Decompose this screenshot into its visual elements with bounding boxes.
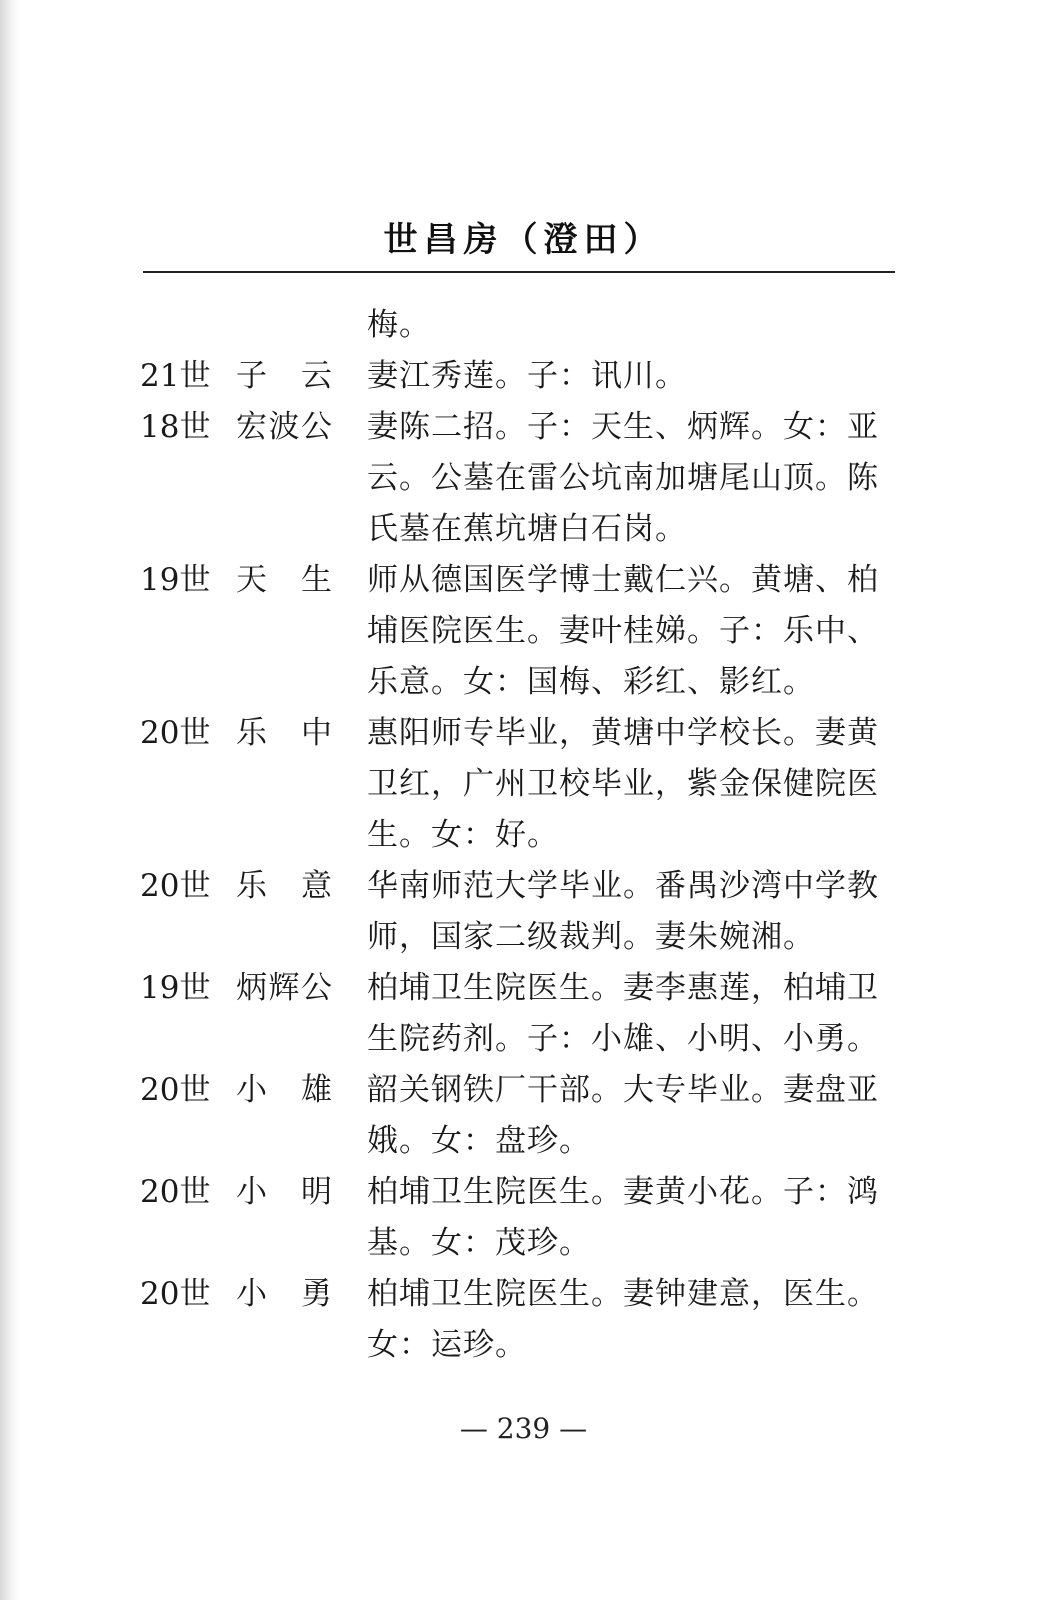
entry-line: 氏墓在蕉坑塘白石岗。 bbox=[367, 511, 687, 547]
generation-label: 20世 bbox=[140, 1174, 211, 1210]
entry-text bbox=[367, 402, 897, 555]
entry-text bbox=[367, 963, 897, 1065]
entry-text bbox=[367, 1167, 897, 1269]
entry-line: 生。女：好。 bbox=[367, 817, 559, 853]
person-name: 乐中 bbox=[236, 715, 332, 751]
generation-label: 20世 bbox=[140, 1072, 211, 1108]
entry-line: 韶关钢铁厂干部。大专毕业。妻盘亚 bbox=[367, 1072, 879, 1108]
generation-label: 19世 bbox=[140, 970, 211, 1006]
person-name: 乐意 bbox=[236, 868, 332, 904]
entry-line: 基。女：茂珍。 bbox=[367, 1225, 591, 1261]
page-number: — 239 — bbox=[459, 1412, 588, 1445]
generation-label: 20世 bbox=[140, 715, 211, 751]
entry-text bbox=[367, 555, 897, 708]
person-name: 炳辉公 bbox=[236, 970, 332, 1006]
running-header-title: 世昌房（澄田） bbox=[383, 220, 664, 260]
generation-label: 18世 bbox=[140, 409, 211, 445]
entry-line: 生院药剂。子：小雄、小明、小勇。 bbox=[367, 1021, 879, 1057]
entry-text bbox=[367, 1269, 897, 1371]
generation-label: 20世 bbox=[140, 868, 211, 904]
entry-text bbox=[367, 708, 897, 861]
person-name: 宏波公 bbox=[236, 409, 332, 445]
entry-line: 柏埔卫生院医生。妻黄小花。子：鸿 bbox=[367, 1174, 879, 1210]
entry-line: 华南师范大学毕业。番禺沙湾中学教 bbox=[367, 868, 879, 904]
entry-line: 娥。女：盘珍。 bbox=[367, 1123, 591, 1159]
entry-line: 师，国家二级裁判。妻朱婉湘。 bbox=[367, 919, 815, 955]
entry-text bbox=[367, 1065, 897, 1167]
entry-text bbox=[367, 300, 897, 351]
person-name: 小明 bbox=[236, 1174, 332, 1210]
entry-line: 云。公墓在雷公坑南加塘尾山顶。陈 bbox=[367, 460, 879, 496]
generation-label: 20世 bbox=[140, 1276, 211, 1312]
entry-text bbox=[367, 351, 897, 402]
header-rule bbox=[143, 271, 895, 273]
entry-line: 梅。 bbox=[367, 307, 431, 343]
entry-line: 师从德国医学博士戴仁兴。黄塘、柏 bbox=[367, 562, 879, 598]
entry-line: 柏埔卫生院医生。妻李惠莲，柏埔卫 bbox=[367, 970, 879, 1006]
entry-line: 埔医院医生。妻叶桂娣。子：乐中、 bbox=[367, 613, 879, 649]
person-name: 小勇 bbox=[236, 1276, 332, 1312]
entry-line: 卫红，广州卫校毕业，紫金保健院医 bbox=[367, 766, 879, 802]
entry-line: 柏埔卫生院医生。妻钟建意，医生。 bbox=[367, 1276, 879, 1312]
entry-line: 女：运珍。 bbox=[367, 1327, 527, 1363]
entry-line: 妻江秀莲。子：讯川。 bbox=[367, 358, 687, 394]
entry-line: 惠阳师专毕业，黄塘中学校长。妻黄 bbox=[367, 715, 879, 751]
person-name: 子云 bbox=[236, 358, 332, 394]
generation-label: 21世 bbox=[140, 358, 211, 394]
generation-label: 19世 bbox=[140, 562, 211, 598]
entry-line: 妻陈二招。子：天生、炳辉。女：亚 bbox=[367, 409, 879, 445]
entry-text bbox=[367, 861, 897, 963]
entry-line: 乐意。女：国梅、彩红、影红。 bbox=[367, 664, 815, 700]
person-name: 小雄 bbox=[236, 1072, 332, 1108]
person-name: 天生 bbox=[236, 562, 332, 598]
